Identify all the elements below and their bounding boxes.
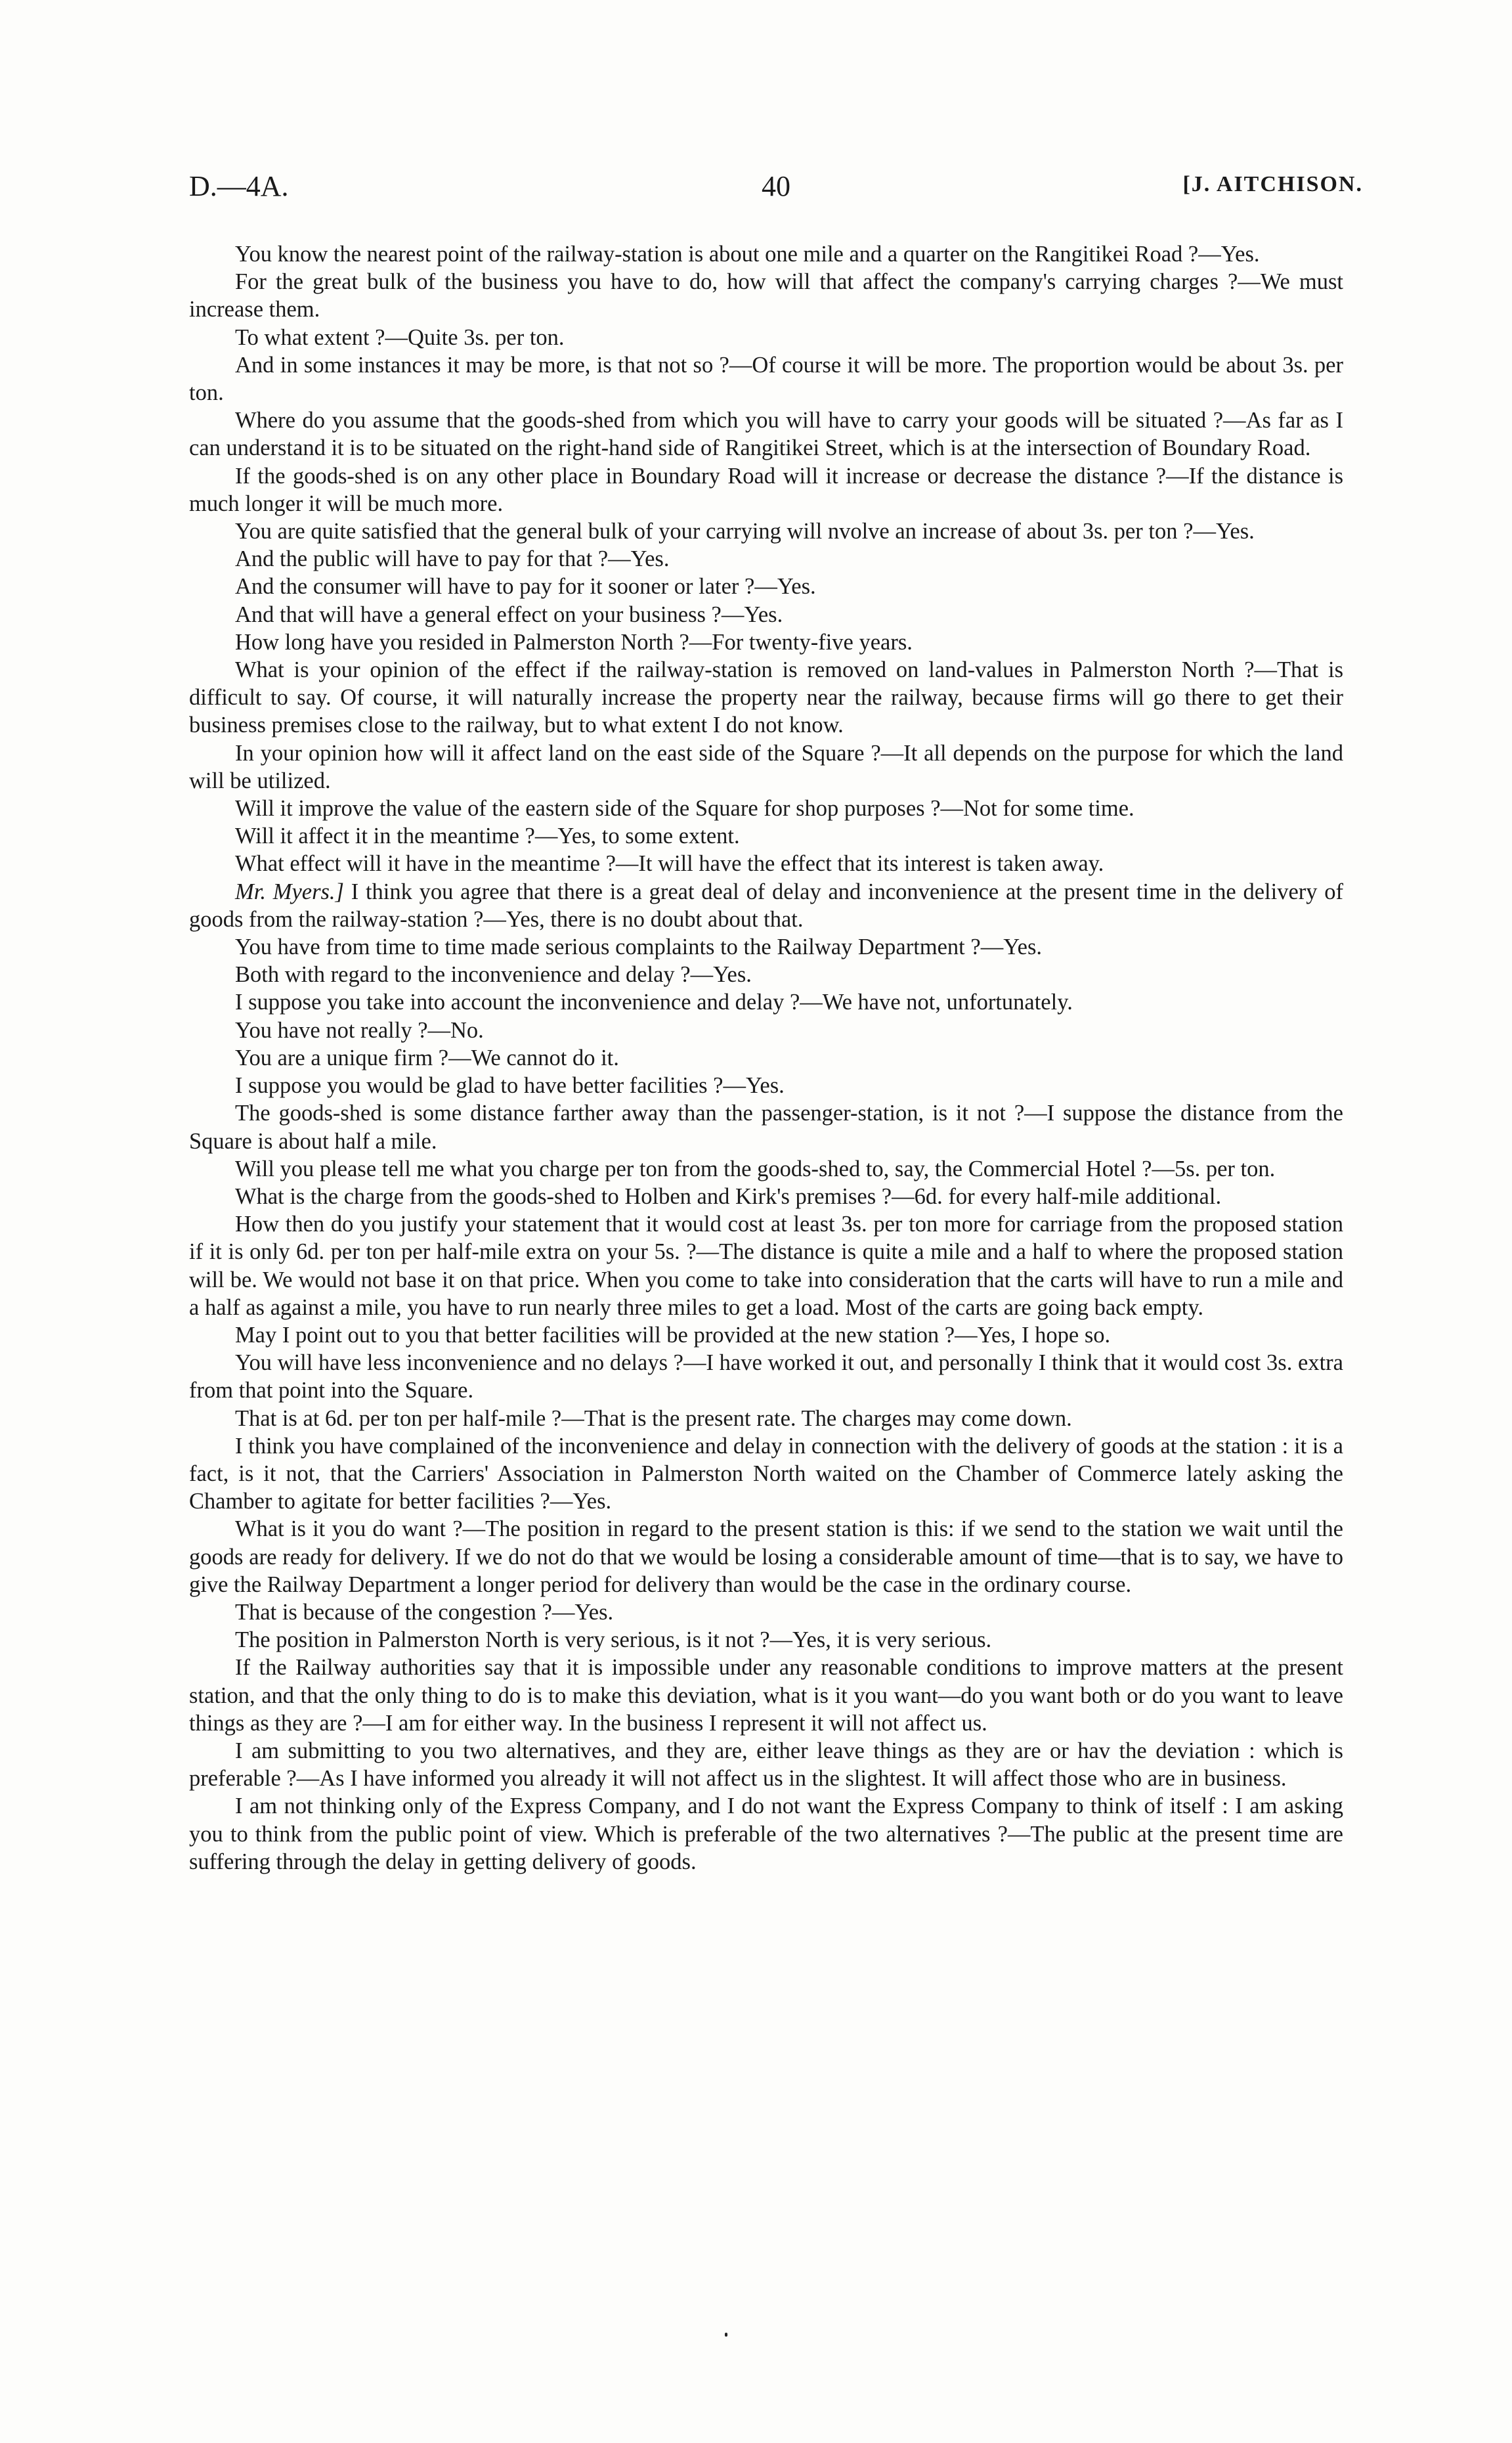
paragraph-text: Both with regard to the inconvenience and delay ?—Yes. bbox=[235, 962, 752, 988]
paragraph bbox=[189, 961, 1343, 988]
paragraph bbox=[189, 1737, 1343, 1792]
paragraph bbox=[189, 850, 1343, 877]
paragraph-text: What effect will it have in the meantime ?—It will have the effect that its interest is taken away. bbox=[235, 851, 1104, 877]
ink-speck bbox=[725, 2333, 727, 2337]
paragraph bbox=[189, 1792, 1343, 1876]
paragraph-text: How long have you resided in Palmerston North ?—For twenty-five years. bbox=[235, 629, 913, 655]
witness-name: [J. AITCHISON. bbox=[1182, 172, 1363, 196]
paragraph-text: That is because of the congestion ?—Yes. bbox=[235, 1599, 614, 1625]
paragraph-text: Will it improve the value of the eastern side of the Square for shop purposes ?—Not for some time. bbox=[235, 796, 1134, 822]
paragraph bbox=[189, 1183, 1343, 1210]
paragraph-text: For the great bulk of the business you have to do, how will that affect the company's carrying charges ?—We must increase them. bbox=[189, 269, 1343, 322]
paragraph bbox=[189, 1654, 1343, 1737]
paragraph bbox=[189, 573, 1343, 600]
paragraph-text: I suppose you would be glad to have better facilities ?—Yes. bbox=[235, 1073, 785, 1099]
paragraph-text: To what extent ?—Quite 3s. per ton. bbox=[235, 324, 565, 350]
paragraph-text: And in some instances it may be more, is that not so ?—Of course it will be more. The proportion would be about 3s. per ton. bbox=[189, 352, 1343, 406]
paragraph-text: I think you have complained of the inconvenience and delay in connection with the delivery of goods at the station : it is a fact, is it not, that the Carriers' Association in Palmerston North waited on the Chamber of Commerce lately asking the Chamber to agitate for better facilities ?—Yes. bbox=[189, 1433, 1343, 1514]
paragraph bbox=[189, 1210, 1343, 1321]
paragraph-text: Where do you assume that the goods-shed from which you will have to carry your goods will be situated ?—As far as I can understand it is to be situated on the right-hand side of Rangitikei Street, which is at the intersection of Boundary Road. bbox=[189, 408, 1343, 461]
paragraph bbox=[189, 1626, 1343, 1654]
paragraph bbox=[189, 878, 1343, 933]
paragraph-text: I am not thinking only of the Express Company, and I do not want the Express Company to think of itself : I am asking you to think from the public point of view. Which is preferable of the two alternatives ?—The public at the present time are suffering through the delay in getting delivery of goods. bbox=[189, 1794, 1343, 1874]
paragraph-text: If the goods-shed is on any other place in Boundary Road will it increase or decrease the distance ?—If the distance is much longer it will be much more. bbox=[189, 463, 1343, 516]
paragraph bbox=[189, 1017, 1343, 1044]
paragraph bbox=[189, 1515, 1343, 1598]
paragraph bbox=[189, 739, 1343, 795]
paragraph bbox=[189, 545, 1343, 573]
paragraph-text: May I point out to you that better facilities will be provided at the new station ?—Yes, I hope so. bbox=[235, 1322, 1111, 1348]
paragraph-text: I suppose you take into account the inconvenience and delay ?—We have not, unfortunately. bbox=[235, 990, 1073, 1015]
paragraph-text: That is at 6d. per ton per half-mile ?—That is the present rate. The charges may come down. bbox=[235, 1405, 1072, 1431]
paragraph bbox=[189, 795, 1343, 822]
paragraph bbox=[189, 628, 1343, 656]
paragraph bbox=[189, 1598, 1343, 1626]
paragraph-text: Will it affect it in the meantime ?—Yes, to some extent. bbox=[235, 824, 740, 849]
paragraph bbox=[189, 933, 1343, 961]
paragraph-text: How then do you justify your statement that it would cost at least 3s. per ton more for carriage from the proposed station if it is only 6d. per ton per half-mile extra on your 5s. ?—The distance is quite a mile and a half to where the proposed station will be. We would not base it on that price. When you come to take into consideration that the carts will have to run a mile and a half as against a mile, you have to run nearly three miles to get a load. Most of the carts are going back empty. bbox=[189, 1212, 1343, 1320]
paragraph-text: You have not really ?—No. bbox=[235, 1017, 484, 1043]
paragraph bbox=[189, 240, 1343, 268]
paragraph-text: And that will have a general effect on your business ?—Yes. bbox=[235, 602, 783, 627]
paragraph-text: You will have less inconvenience and no delays ?—I have worked it out, and personally I think that it would cost 3s. extra from that point into the Square. bbox=[189, 1350, 1343, 1403]
paragraph-text: In your opinion how will it affect land on the east side of the Square ?—It all depends on the purpose for which the land will be utilized. bbox=[189, 740, 1343, 793]
paragraph bbox=[189, 324, 1343, 351]
paragraph bbox=[189, 1072, 1343, 1099]
paragraph bbox=[189, 1432, 1343, 1516]
paragraph-text: What is the charge from the goods-shed to Holben and Kirk's premises ?—6d. for every half-mile additional. bbox=[235, 1183, 1222, 1209]
paragraph bbox=[189, 517, 1343, 545]
document-reference: D.—4A. bbox=[189, 170, 289, 202]
running-header bbox=[189, 169, 1363, 209]
paragraph-text: If the Railway authorities say that it is impossible under any reasonable conditions to improve matters at the present station, and that the only thing to do is to make this deviation, what is it you want—do you want both or do you want to leave things as they are ?—I am for either way. In the business I represent it will not affect us. bbox=[189, 1655, 1343, 1736]
paragraph-text: What is it you do want ?—The position in regard to the present station is this: if we send to the station we wait until the goods are ready for delivery. If we do not do that we would be losing a considerable amount of time—that is to say, we have to give the Railway Department a longer period for delivery than would be the case in the ordinary course. bbox=[189, 1516, 1343, 1597]
paragraph-text: The position in Palmerston North is very serious, is it not ?—Yes, it is very serious. bbox=[235, 1627, 992, 1653]
paragraph bbox=[189, 407, 1343, 462]
paragraph bbox=[189, 268, 1343, 323]
page-number: 40 bbox=[762, 170, 790, 202]
paragraph bbox=[189, 1099, 1343, 1155]
paragraph-text: And the consumer will have to pay for it sooner or later ?—Yes. bbox=[235, 574, 816, 600]
paragraph-text: I am submitting to you two alternatives, and they are, either leave things as they are or hav the deviation : which is preferable ?—As I have informed you already it will not affect us in the slightest. It will affect those who are in business. bbox=[189, 1738, 1343, 1792]
paragraph bbox=[189, 1044, 1343, 1072]
paragraph-text: You have from time to time made serious complaints to the Railway Department ?—Yes. bbox=[235, 935, 1043, 960]
paragraph bbox=[189, 1405, 1343, 1432]
paragraph bbox=[189, 988, 1343, 1016]
paragraph bbox=[189, 601, 1343, 628]
paragraph bbox=[189, 1349, 1343, 1404]
paragraph-text: You are quite satisfied that the general bulk of your carrying will nvolve an increase of about 3s. per ton ?—Yes. bbox=[235, 519, 1255, 544]
paragraph-text: I think you agree that there is a great deal of delay and inconvenience at the present time in the delivery of goods from the railway-station ?—Yes, there is no doubt about that. bbox=[189, 879, 1343, 932]
paragraph-text: You are a unique firm ?—We cannot do it. bbox=[235, 1045, 619, 1070]
paragraph bbox=[189, 1321, 1343, 1349]
paragraph bbox=[189, 656, 1343, 739]
testimony-body bbox=[189, 240, 1343, 1876]
speaker-label: Mr. Myers.] bbox=[235, 879, 344, 904]
paragraph bbox=[189, 462, 1343, 517]
paragraph-text: Will you please tell me what you charge per ton from the goods-shed to, say, the Commercial Hotel ?—5s. per ton. bbox=[235, 1156, 1276, 1181]
paragraph bbox=[189, 351, 1343, 407]
paragraph-text: And the public will have to pay for that ?—Yes. bbox=[235, 546, 670, 572]
paragraph bbox=[189, 822, 1343, 850]
paragraph-text: What is your opinion of the effect if the railway-station is removed on land-values in Palmerston North ?—That is difficult to say. Of course, it will naturally increase the property near the railway, because firms will go there to get their business premises close to the railway, but to what extent I do not know. bbox=[189, 657, 1343, 738]
paragraph bbox=[189, 1155, 1343, 1183]
paragraph-text: The goods-shed is some distance farther away than the passenger-station, is it not ?—I suppose the distance from the Square is about half a mile. bbox=[189, 1101, 1343, 1154]
paragraph-text: You know the nearest point of the railway-station is about one mile and a quarter on the Rangitikei Road ?—Yes. bbox=[235, 242, 1260, 267]
